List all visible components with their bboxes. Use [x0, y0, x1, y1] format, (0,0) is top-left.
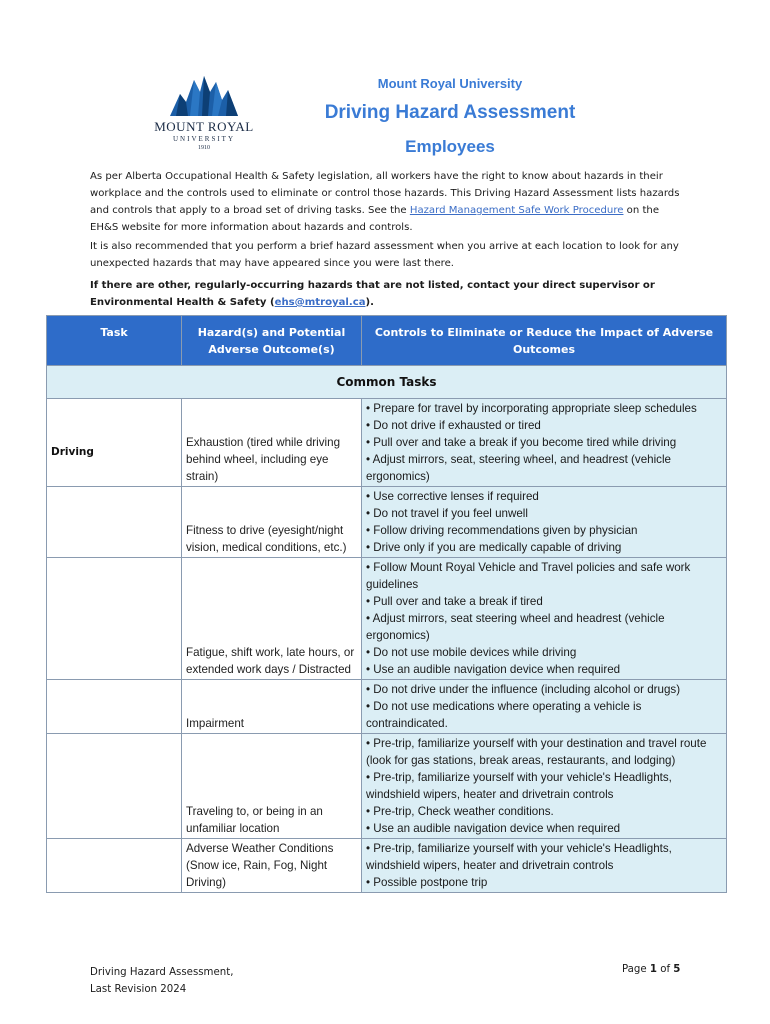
task-cell: [47, 734, 182, 839]
page-prefix: Page: [622, 964, 650, 975]
header-task: Task: [47, 316, 182, 366]
controls-cell: [362, 680, 727, 734]
page-total: 5: [673, 964, 681, 975]
table-header-row: [47, 316, 727, 366]
hazard-cell: Fatigue, shift work, late hours, or extended work days / Distracted: [182, 558, 362, 680]
control-item: • Pre-trip, familiarize yourself with your destination and travel route (look for gas stations, break areas, restaurants, and lodging): [366, 737, 707, 767]
page-number: [622, 964, 680, 975]
hazard-cell: Adverse Weather Conditions (Snow ice, Rain, Fog, Night Driving): [182, 839, 362, 893]
control-item: • Do not travel if you feel unwell: [366, 507, 528, 520]
mru-logo: [144, 72, 264, 162]
section-row: [47, 366, 727, 399]
contact-text-end: ).: [365, 297, 374, 308]
controls-cell: [362, 487, 727, 558]
hazard-cell: Fitness to drive (eyesight/night vision, medical conditions, etc.): [182, 487, 362, 558]
control-item: • Pre-trip, Check weather conditions.: [366, 805, 554, 818]
control-item: • Pull over and take a break if tired: [366, 595, 543, 608]
controls-cell: [362, 839, 727, 893]
control-item: • Drive only if you are medically capable of driving: [366, 541, 622, 554]
task-cell: [47, 399, 182, 487]
control-item: • Do not use mobile devices while driving: [366, 646, 577, 659]
controls-cell: [362, 734, 727, 839]
control-item: • Possible postpone trip: [366, 876, 488, 889]
hazard-cell: Exhaustion (tired while driving behind wheel, including eye strain): [182, 399, 362, 487]
intro-paragraph-1: [90, 168, 682, 236]
table-row: [47, 839, 727, 893]
task-cell: [47, 558, 182, 680]
control-item: • Use corrective lenses if required: [366, 490, 539, 503]
control-item: • Do not drive if exhausted or tired: [366, 419, 541, 432]
control-item: • Do not drive under the influence (including alcohol or drugs): [366, 683, 681, 696]
contact-paragraph: [90, 277, 682, 311]
hazard-table: [46, 315, 727, 893]
logo-year: 1910: [198, 145, 210, 151]
document-title: Driving Hazard Assessment: [324, 102, 576, 123]
ehs-email-link[interactable]: ehs@mtroyal.ca: [274, 297, 366, 308]
table-row: [47, 734, 727, 839]
control-item: • Use an audible navigation device when required: [366, 663, 621, 676]
control-item: • Prepare for travel by incorporating appropriate sleep schedules: [366, 402, 697, 415]
logo-wordmark: MOUNT ROYAL: [154, 119, 254, 134]
hazard-cell: Impairment: [182, 680, 362, 734]
control-item: • Follow driving recommendations given by physician: [366, 524, 638, 537]
control-item: • Pull over and take a break if you become tired while driving: [366, 436, 677, 449]
intro-paragraph-2: It is also recommended that you perform a brief hazard assessment when you arrive at each location to look for any unexpected hazards that may have appeared since you were last there.: [90, 241, 679, 269]
hazard-cell: Traveling to, or being in an unfamiliar location: [182, 734, 362, 839]
footer-doc-info: [90, 964, 233, 998]
contact-text: If there are other, regularly-occurring hazards that are not listed, contact your direct supervisor or Environmental Health & Safety (: [90, 280, 655, 308]
header-controls: Controls to Eliminate or Reduce the Impact of Adverse Outcomes: [362, 316, 727, 366]
header-hazard: Hazard(s) and Potential Adverse Outcome(s): [182, 316, 362, 366]
page-current: 1: [649, 964, 657, 975]
control-item: • Adjust mirrors, seat steering wheel and headrest (vehicle ergonomics): [366, 612, 665, 642]
logo-subword: UNIVERSITY: [173, 135, 235, 143]
footer-revision: Last Revision 2024: [90, 984, 187, 995]
intro-text-end: on the EH&S website for more information about hazards and controls.: [90, 205, 660, 233]
mountain-logo-icon: [166, 72, 242, 118]
footer-doc-title: Driving Hazard Assessment,: [90, 967, 234, 978]
intro-text: As per Alberta Occupational Health & Safety legislation, all workers have the right to know about hazards in their workplace and the controls used to eliminate or control those hazards. This Driving Hazard Assessment lists hazards and controls that apply to a broad set of driving tasks. See the: [90, 171, 680, 216]
task-label: Driving: [51, 446, 94, 458]
page-of: of: [657, 964, 674, 975]
control-item: • Follow Mount Royal Vehicle and Travel policies and safe work guidelines: [366, 561, 691, 591]
table-row: [47, 680, 727, 734]
hazard-procedure-link[interactable]: Hazard Management Safe Work Procedure: [409, 205, 624, 216]
university-name: Mount Royal University: [377, 76, 523, 91]
control-item: • Pre-trip, familiarize yourself with your vehicle's Headlights, windshield wipers, heater and drivetrain controls: [366, 771, 672, 801]
task-cell: [47, 680, 182, 734]
table-row: [47, 487, 727, 558]
task-cell: [47, 487, 182, 558]
task-cell: [47, 839, 182, 893]
controls-cell: [362, 558, 727, 680]
document-subtitle: Employees: [405, 137, 495, 156]
control-item: • Adjust mirrors, seat, steering wheel, and headrest (vehicle ergonomics): [366, 453, 671, 483]
control-item: • Do not use medications where operating a vehicle is contraindicated.: [366, 700, 642, 730]
control-item: • Pre-trip, familiarize yourself with your vehicle's Headlights, windshield wipers, heater and drivetrain controls: [366, 842, 672, 872]
control-item: • Use an audible navigation device when required: [366, 822, 621, 835]
table-row: [47, 399, 727, 487]
table-row: [47, 558, 727, 680]
controls-cell: [362, 399, 727, 487]
section-common-tasks: Common Tasks: [47, 366, 727, 399]
